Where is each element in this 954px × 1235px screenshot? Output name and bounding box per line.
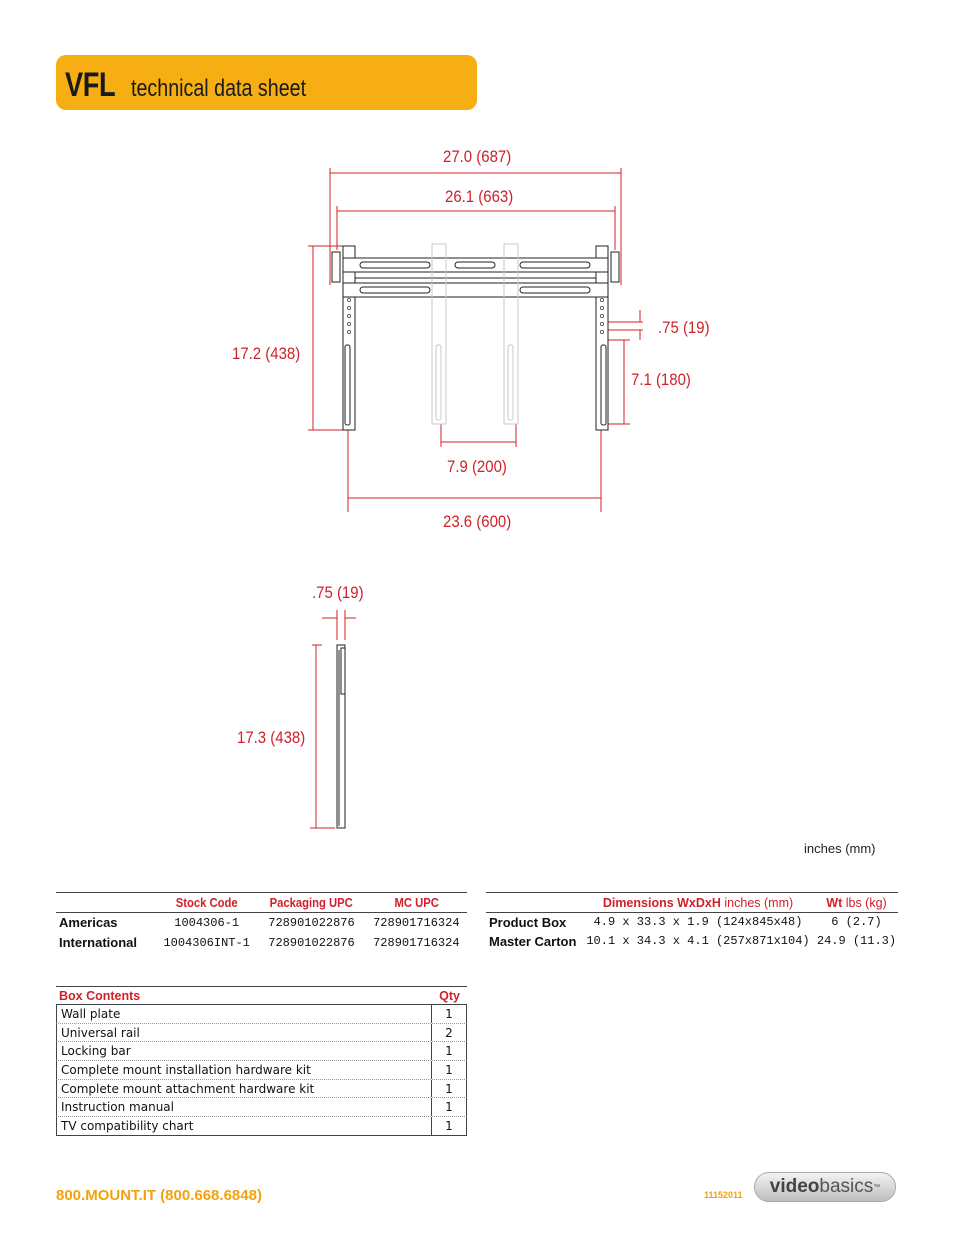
empty-header — [61, 893, 151, 913]
list-item: Instruction manual 1 — [56, 1098, 467, 1117]
dim-vertical-spacing: 7.1 (180) — [631, 370, 691, 389]
list-item: Complete mount installation hardware kit 1 — [56, 1061, 467, 1080]
dim-outer-spacing: 23.6 (600) — [443, 512, 512, 531]
table-row: Master Carton 10.1 x 34.3 x 4.1 (257x871x104) 24.9 (11.3) — [489, 933, 897, 949]
empty-header — [486, 893, 581, 913]
phone-number: 800.MOUNT.IT (800.668.6848) — [56, 1187, 262, 1204]
units-note: inches (mm) — [804, 841, 876, 856]
list-item: Universal rail 2 — [56, 1024, 467, 1043]
list-item: TV compatibility chart 1 — [56, 1117, 467, 1136]
side-dimension-lines — [310, 610, 356, 828]
document-code: 11152011 — [704, 1190, 743, 1200]
table-row: Americas 1004306-1 728901022876 728901716324 — [59, 915, 460, 931]
dim-side-depth: .75 (19) — [312, 583, 364, 602]
stock-table — [56, 892, 467, 953]
page-title: technical data sheet — [131, 75, 307, 102]
box-contents-table — [56, 986, 467, 1136]
dimensions-header: Dimensions WxDxH inches (mm) — [581, 893, 815, 913]
dim-rail-width: 26.1 (663) — [445, 187, 514, 206]
model-name: VFL — [65, 66, 116, 104]
packaging-upc-header: Packaging UPC — [263, 893, 360, 913]
dim-height: 17.2 (438) — [232, 344, 301, 363]
stock-code-header: Stock Code — [161, 893, 252, 913]
dim-side-height: 17.3 (438) — [237, 728, 306, 747]
box-contents-header: Box Contents Qty — [56, 986, 467, 1005]
table-row: Product Box 4.9 x 33.3 x 1.9 (124x845x48) 6 (2.7) — [489, 914, 882, 930]
dim-overall-width: 27.0 (687) — [443, 147, 512, 166]
weight-header: Wt lbs (kg) — [815, 893, 898, 913]
videobasics-logo: video basics ™ — [754, 1172, 896, 1202]
list-item: Complete mount attachment hardware kit 1 — [56, 1080, 467, 1099]
list-item: Locking bar 1 — [56, 1042, 467, 1061]
side-profile — [337, 645, 345, 828]
dimensions-table — [486, 892, 898, 951]
mc-upc-header: MC UPC — [371, 893, 462, 913]
list-item: Wall plate 1 — [56, 1005, 467, 1024]
dim-offset: .75 (19) — [658, 318, 710, 337]
dim-inner-spacing: 7.9 (200) — [447, 457, 507, 476]
table-row: International 1004306INT-1 728901022876 728901716324 — [59, 935, 460, 950]
